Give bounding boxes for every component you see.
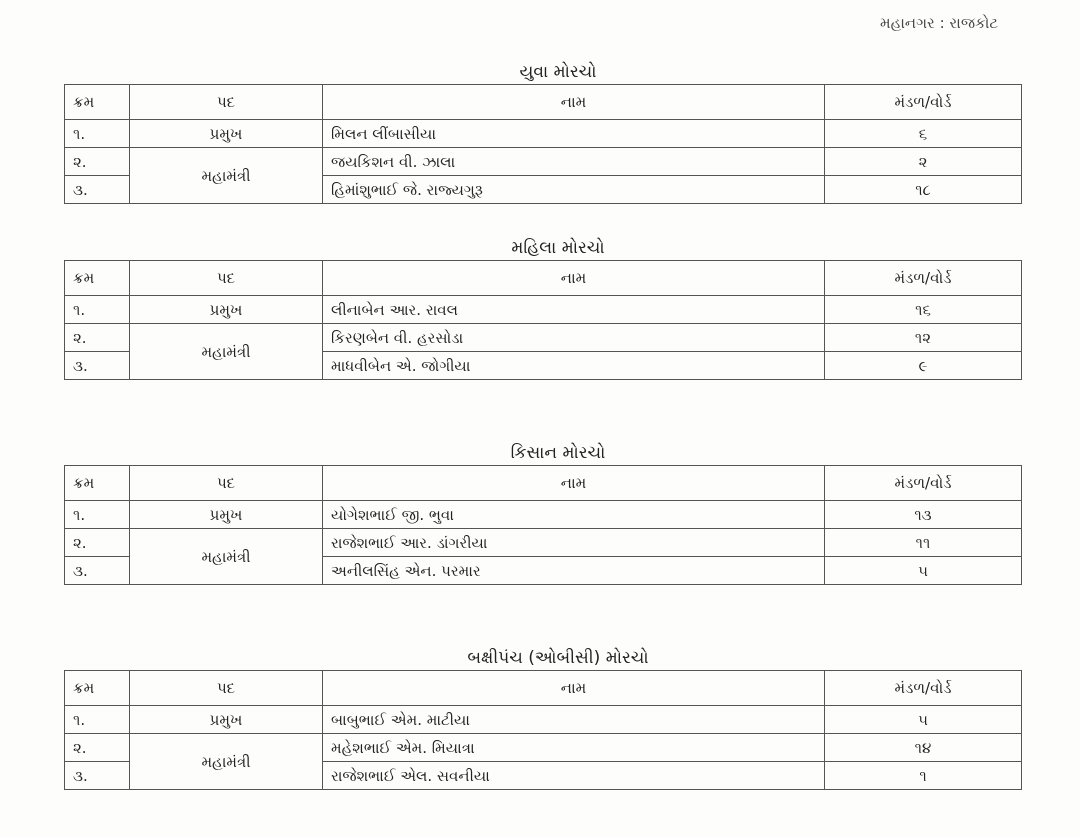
name-cell: અનીલસિંહ એન. પરમાર	[323, 557, 825, 585]
column-header-kram: ક્રમ	[65, 466, 130, 501]
serial-cell: ૩.	[65, 176, 130, 204]
name-cell: યોગેશભાઈ જી. ભુવા	[323, 501, 825, 529]
post-cell: પ્રમુખ	[130, 120, 323, 148]
post-cell: મહામંત્રી	[130, 148, 323, 204]
name-cell: મહેશભાઈ એમ. મિયાત્રા	[323, 734, 825, 762]
column-header-naam: નામ	[323, 261, 825, 296]
ward-cell: ૧૨	[825, 324, 1022, 352]
name-cell: રાજેશભાઈ એલ. સવનીયા	[323, 762, 825, 790]
name-cell: હિમાંશુભાઈ જે. રાજ્યગુરૂ	[323, 176, 825, 204]
column-header-pad: પદ	[130, 671, 323, 706]
section-title: યુવા મોરચો	[519, 62, 597, 82]
ward-cell: ૧૬	[825, 296, 1022, 324]
ward-cell: ૧૪	[825, 734, 1022, 762]
column-header-pad: પદ	[130, 85, 323, 120]
column-header-naam: નામ	[323, 671, 825, 706]
name-cell: મિલન લીંબાસીયા	[323, 120, 825, 148]
table-row	[65, 734, 1022, 762]
serial-cell: ૨.	[65, 148, 130, 176]
post-cell: મહામંત્રી	[130, 734, 323, 790]
post-cell: મહામંત્રી	[130, 324, 323, 380]
table-header-row	[65, 261, 1022, 296]
morcha-section	[64, 60, 1022, 204]
table-header-row	[65, 85, 1022, 120]
post-cell: પ્રમુખ	[130, 501, 323, 529]
ward-cell: ૬	[825, 120, 1022, 148]
serial-cell: ૨.	[65, 734, 130, 762]
column-header-kram: ક્રમ	[65, 671, 130, 706]
column-header-naam: નામ	[323, 466, 825, 501]
serial-cell: ૧.	[65, 296, 130, 324]
morcha-section	[64, 646, 1022, 790]
post-cell: પ્રમુખ	[130, 296, 323, 324]
ward-cell: ૧૧	[825, 529, 1022, 557]
section-title: કિસાન મોરચો	[510, 443, 606, 463]
post-cell: મહામંત્રી	[130, 529, 323, 585]
column-header-ward: મંડળ/વોર્ડ	[825, 671, 1022, 706]
ward-cell: ૧૩	[825, 501, 1022, 529]
name-cell: જયકિશન વી. ઝાલા	[323, 148, 825, 176]
name-cell: રાજેશભાઈ આર. ડાંગરીયા	[323, 529, 825, 557]
post-cell: પ્રમુખ	[130, 706, 323, 734]
table-header-row	[65, 671, 1022, 706]
ward-cell: ૧	[825, 762, 1022, 790]
table-row	[65, 120, 1022, 148]
serial-cell: ૩.	[65, 557, 130, 585]
column-header-pad: પદ	[130, 466, 323, 501]
table-header-row	[65, 466, 1022, 501]
section-title: મહિલા મોરચો	[511, 238, 605, 258]
ward-cell: ૫	[825, 706, 1022, 734]
serial-cell: ૨.	[65, 324, 130, 352]
serial-cell: ૧.	[65, 706, 130, 734]
morcha-table	[64, 670, 1022, 790]
serial-cell: ૩.	[65, 352, 130, 380]
serial-cell: ૨.	[65, 529, 130, 557]
name-cell: બાબુભાઈ એમ. માટીયા	[323, 706, 825, 734]
morcha-table	[64, 84, 1022, 204]
morcha-section	[64, 441, 1022, 585]
serial-cell: ૧.	[65, 120, 130, 148]
serial-cell: ૩.	[65, 762, 130, 790]
name-cell: લીનાબેન આર. રાવલ	[323, 296, 825, 324]
section-title: બક્ષીપંચ (ઓબીસી) મોરચો	[467, 648, 649, 668]
ward-cell: ૧૮	[825, 176, 1022, 204]
table-row	[65, 296, 1022, 324]
ward-cell: ૫	[825, 557, 1022, 585]
table-row	[65, 324, 1022, 352]
table-row	[65, 501, 1022, 529]
morcha-section	[64, 236, 1022, 380]
morcha-table	[64, 260, 1022, 380]
column-header-ward: મંડળ/વોર્ડ	[825, 85, 1022, 120]
column-header-pad: પદ	[130, 261, 323, 296]
column-header-kram: ક્રમ	[65, 85, 130, 120]
ward-cell: ૯	[825, 352, 1022, 380]
table-row	[65, 148, 1022, 176]
serial-cell: ૧.	[65, 501, 130, 529]
table-row	[65, 529, 1022, 557]
city-label: મહાનગર : રાજકોટ	[880, 14, 999, 32]
morcha-table	[64, 465, 1022, 585]
column-header-kram: ક્રમ	[65, 261, 130, 296]
name-cell: કિરણબેન વી. હરસોડા	[323, 324, 825, 352]
column-header-naam: નામ	[323, 85, 825, 120]
name-cell: માધવીબેન એ. જોગીયા	[323, 352, 825, 380]
column-header-ward: મંડળ/વોર્ડ	[825, 466, 1022, 501]
ward-cell: ૨	[825, 148, 1022, 176]
table-row	[65, 706, 1022, 734]
column-header-ward: મંડળ/વોર્ડ	[825, 261, 1022, 296]
